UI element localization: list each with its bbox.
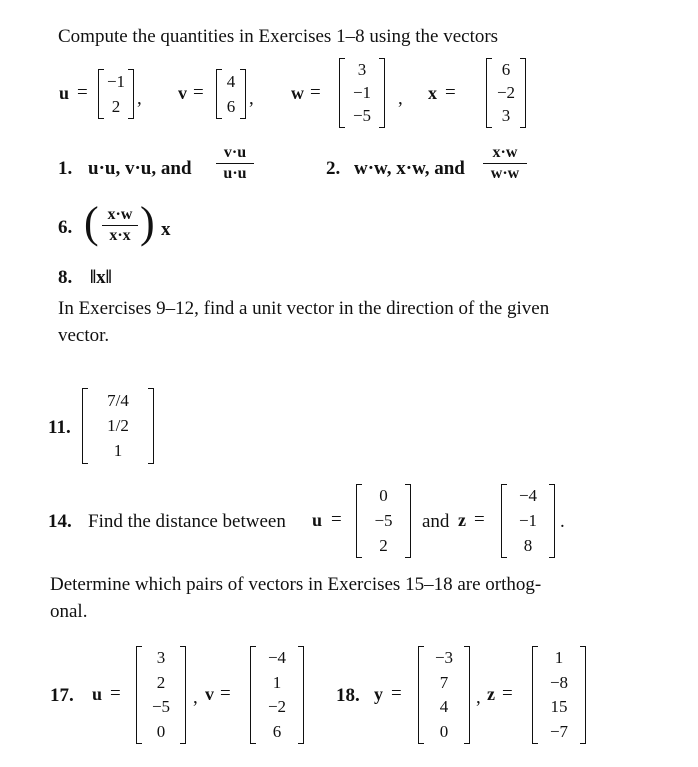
exercise-14-number: 14. bbox=[48, 511, 72, 532]
vector-w-eq: = bbox=[310, 82, 321, 103]
exercise-14-z-label: z bbox=[458, 510, 466, 530]
matrix-entry: 8 bbox=[523, 535, 533, 555]
vector-x-entry: 6 bbox=[501, 59, 511, 79]
vector-x-label: x bbox=[428, 83, 437, 103]
exercise-6-fraction bbox=[102, 206, 138, 245]
matrix-entry: −3 bbox=[434, 648, 454, 668]
exercise-14-u-label: u bbox=[312, 510, 323, 530]
vector-v-entry: 6 bbox=[226, 96, 236, 116]
unit-instruction-line2: vector. bbox=[58, 325, 110, 346]
unit-instruction-line1: In Exercises 9–12, find a unit vector in the direction of the given bbox=[58, 298, 550, 319]
orth-instruction-line1: Determine which pairs of vectors in Exercises 15–18 are orthog- bbox=[50, 574, 542, 595]
vector-w-matrix bbox=[339, 58, 385, 128]
exercise-14-period: . bbox=[560, 511, 565, 532]
vector-w-entry: −5 bbox=[352, 106, 372, 126]
matrix-entry: −1 bbox=[518, 510, 538, 530]
vector-u-label: u bbox=[59, 83, 70, 103]
exercise-18-z-label: z bbox=[487, 684, 495, 704]
vector-u-entry: −1 bbox=[106, 71, 126, 91]
orth-instruction-line2: onal. bbox=[50, 601, 88, 622]
fraction-numerator: v·u bbox=[223, 144, 247, 161]
matrix-entry: 7/4 bbox=[107, 390, 129, 410]
exercise-1-fraction bbox=[216, 144, 254, 183]
exercise-18-y-matrix bbox=[418, 646, 470, 744]
vector-v-eq: = bbox=[193, 82, 204, 103]
exercise-2-text: w·w, x·w, and bbox=[354, 158, 465, 179]
matrix-entry: −4 bbox=[518, 486, 538, 506]
exercise-1-number: 1. bbox=[58, 158, 73, 179]
vector-u-matrix bbox=[98, 69, 134, 119]
exercise-11-number: 11. bbox=[48, 417, 71, 438]
matrix-entry: 3 bbox=[156, 648, 166, 668]
vector-w-entry: 3 bbox=[357, 59, 367, 79]
vector-u-entry: 2 bbox=[111, 96, 121, 116]
right-paren: ) bbox=[140, 198, 155, 247]
fraction-denominator: w·w bbox=[490, 165, 520, 183]
fraction-denominator: x·x bbox=[109, 227, 131, 245]
matrix-entry: 2 bbox=[156, 672, 166, 692]
exercise-17-u-label: u bbox=[92, 684, 103, 704]
exercise-11-matrix bbox=[82, 388, 154, 464]
fraction-numerator: x·w bbox=[107, 206, 133, 223]
matrix-entry: 1/2 bbox=[107, 415, 129, 435]
vector-x-entry: −2 bbox=[496, 82, 516, 102]
vector-u-eq: = bbox=[77, 82, 88, 103]
fraction-numerator: x·w bbox=[492, 144, 518, 161]
matrix-entry: 0 bbox=[379, 486, 388, 506]
matrix-entry: 1 bbox=[272, 672, 282, 692]
matrix-entry: 15 bbox=[550, 697, 568, 717]
exercise-17-u-matrix bbox=[136, 646, 186, 744]
exercise-14-and: and bbox=[422, 511, 450, 532]
vector-x-entry: 3 bbox=[501, 106, 511, 126]
exercise-2-fraction bbox=[483, 144, 527, 183]
matrix-entry: −2 bbox=[267, 697, 287, 717]
exercise-18-y-label: y bbox=[374, 684, 383, 704]
exercise-1-text: u·u, v·u, and bbox=[88, 158, 192, 179]
exercise-8-number: 8. bbox=[58, 267, 73, 288]
exercise-17-number: 17. bbox=[50, 685, 74, 706]
matrix-entry: 6 bbox=[272, 721, 282, 741]
matrix-entry: 1 bbox=[554, 648, 564, 668]
matrix-entry: −7 bbox=[549, 721, 569, 741]
exercise-14-text: Find the distance between bbox=[88, 511, 286, 532]
matrix-entry: 2 bbox=[379, 535, 388, 555]
vector-x-matrix bbox=[486, 58, 526, 128]
exercise-2-number: 2. bbox=[326, 158, 341, 179]
vector-w-entry: −1 bbox=[352, 82, 372, 102]
vector-v-entry: 4 bbox=[226, 71, 236, 91]
exercise-14-u-eq: = bbox=[331, 509, 342, 530]
exercise-18-z-matrix bbox=[532, 646, 586, 744]
vector-x-eq: = bbox=[445, 82, 456, 103]
exercise-8-text: ‖x‖ bbox=[90, 267, 112, 288]
matrix-entry: 1 bbox=[113, 441, 123, 461]
exercise-17-v-label: v bbox=[205, 684, 214, 704]
vector-w-label: w bbox=[291, 83, 304, 103]
exercise-14-z-matrix bbox=[501, 484, 555, 558]
matrix-entry: −5 bbox=[151, 697, 171, 717]
exercise-6-number: 6. bbox=[58, 217, 73, 238]
fraction-denominator: u·u bbox=[223, 165, 247, 183]
exercise-14-z-eq: = bbox=[474, 509, 485, 530]
intro-text: Compute the quantities in Exercises 1–8 using the vectors bbox=[58, 26, 499, 47]
matrix-entry: −5 bbox=[374, 510, 393, 530]
matrix-entry: 7 bbox=[439, 672, 449, 692]
exercise-14-u-matrix bbox=[356, 484, 411, 558]
exercise-6-trailing-vector: x bbox=[161, 219, 171, 240]
vector-v-label: v bbox=[178, 83, 187, 103]
matrix-entry: 0 bbox=[156, 721, 166, 741]
exercise-18-number: 18. bbox=[336, 685, 360, 706]
matrix-entry: −4 bbox=[267, 648, 287, 668]
matrix-entry: 0 bbox=[439, 721, 449, 741]
vector-v-matrix bbox=[216, 69, 246, 119]
exercise-17-v-matrix bbox=[250, 646, 304, 744]
matrix-entry: 4 bbox=[439, 697, 449, 717]
matrix-entry: −8 bbox=[549, 672, 569, 692]
left-paren: ( bbox=[84, 198, 99, 247]
